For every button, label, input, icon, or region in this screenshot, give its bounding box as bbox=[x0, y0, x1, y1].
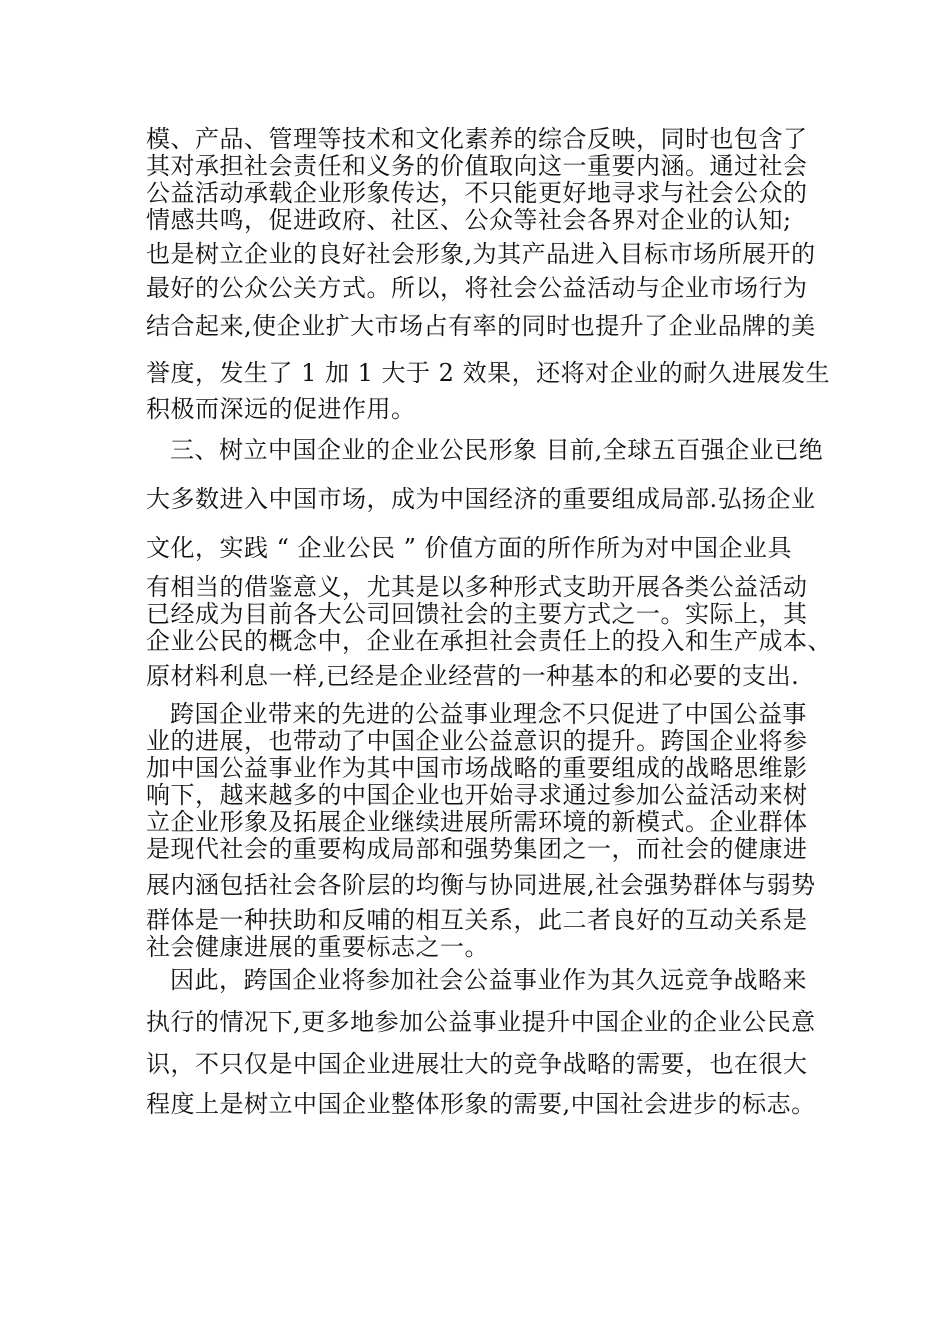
text-line: 业的进展，也带动了中国企业公益意识的提升。跨国企业将参 bbox=[146, 727, 808, 755]
paragraph-start-line: 因此，跨国企业将参加社会公益事业作为其久远竞争战略来 bbox=[170, 966, 807, 994]
text-line: 是现代社会的重要构成局部和强势集团之一，而社会的健康进 bbox=[146, 835, 808, 863]
text-line: 程度上是树立中国企业整体形象的需要,中国社会进步的标志。 bbox=[146, 1090, 816, 1118]
text-line: 其对承担社会责任和义务的价值取向这一重要内涵。通过社会 bbox=[146, 152, 808, 180]
text-line: 最好的公众公关方式。所以，将社会公益活动与企业市场行为 bbox=[146, 274, 808, 302]
text-line: 已经成为目前各大公司回馈社会的主要方式之一。实际上，其 bbox=[146, 600, 808, 628]
text-line: 有相当的借鉴意义，尤其是以多种形式支助开展各类公益活动 bbox=[146, 573, 808, 601]
text-line: 原材料利息一样,已经是企业经营的一种基本的和必要的支出. bbox=[146, 662, 800, 690]
text-line: 公益活动承载企业形象传达，不只能更好地寻求与社会公众的 bbox=[146, 179, 808, 207]
text-line: 大多数进入中国市场，成为中国经济的重要组成局部.弘扬企业 bbox=[146, 485, 816, 513]
text-line: 响下，越来越多的中国企业也开始寻求通过参加公益活动来树 bbox=[146, 781, 808, 809]
text-line: 情感共鸣，促进政府、社区、公众等社会各界对企业的认知; bbox=[146, 206, 792, 234]
text-line: 结合起来,使企业扩大市场占有率的同时也提升了企业品牌的美 bbox=[146, 312, 816, 340]
paragraph-start-line: 跨国企业带来的先进的公益事业理念不只促进了中国公益事 bbox=[170, 700, 807, 728]
text-line: 识，不只仅是中国企业进展壮大的竞争战略的需要，也在很大 bbox=[146, 1050, 808, 1078]
text-line: 文化，实践 “ 企业公民 ” 价值方面的所作所为对中国企业具 bbox=[146, 534, 793, 562]
text-line: 模、产品、管理等技术和文化素养的综合反映，同时也包含了 bbox=[146, 125, 808, 153]
text-line: 群体是一种扶助和反哺的相互关系，此二者良好的互动关系是 bbox=[146, 906, 808, 934]
text-line: 企业公民的概念中，企业在承担社会责任上的投入和生产成本、 bbox=[146, 627, 832, 655]
text-line: 加中国公益事业作为其中国市场战略的重要组成的战略思维影 bbox=[146, 754, 808, 782]
text-line: 积极而深远的促进作用。 bbox=[146, 395, 416, 423]
section-heading-line: 三、树立中国企业的企业公民形象 目前,全球五百强企业已绝 bbox=[170, 436, 824, 464]
text-line: 立企业形象及拓展企业继续进展所需环境的新模式。企业群体 bbox=[146, 808, 808, 836]
text-line: 展内涵包括社会各阶层的均衡与协同进展,社会强势群体与弱势 bbox=[146, 871, 816, 899]
text-line: 也是树立企业的良好社会形象,为其产品进入目标市场所展开的 bbox=[146, 240, 816, 268]
text-line: 誉度，发生了 1 加 1 大于 2 效果，还将对企业的耐久进展发生 bbox=[146, 359, 831, 387]
text-line: 执行的情况下,更多地参加公益事业提升中国企业的企业公民意 bbox=[146, 1008, 816, 1036]
text-line: 社会健康进展的重要标志之一。 bbox=[146, 933, 489, 961]
